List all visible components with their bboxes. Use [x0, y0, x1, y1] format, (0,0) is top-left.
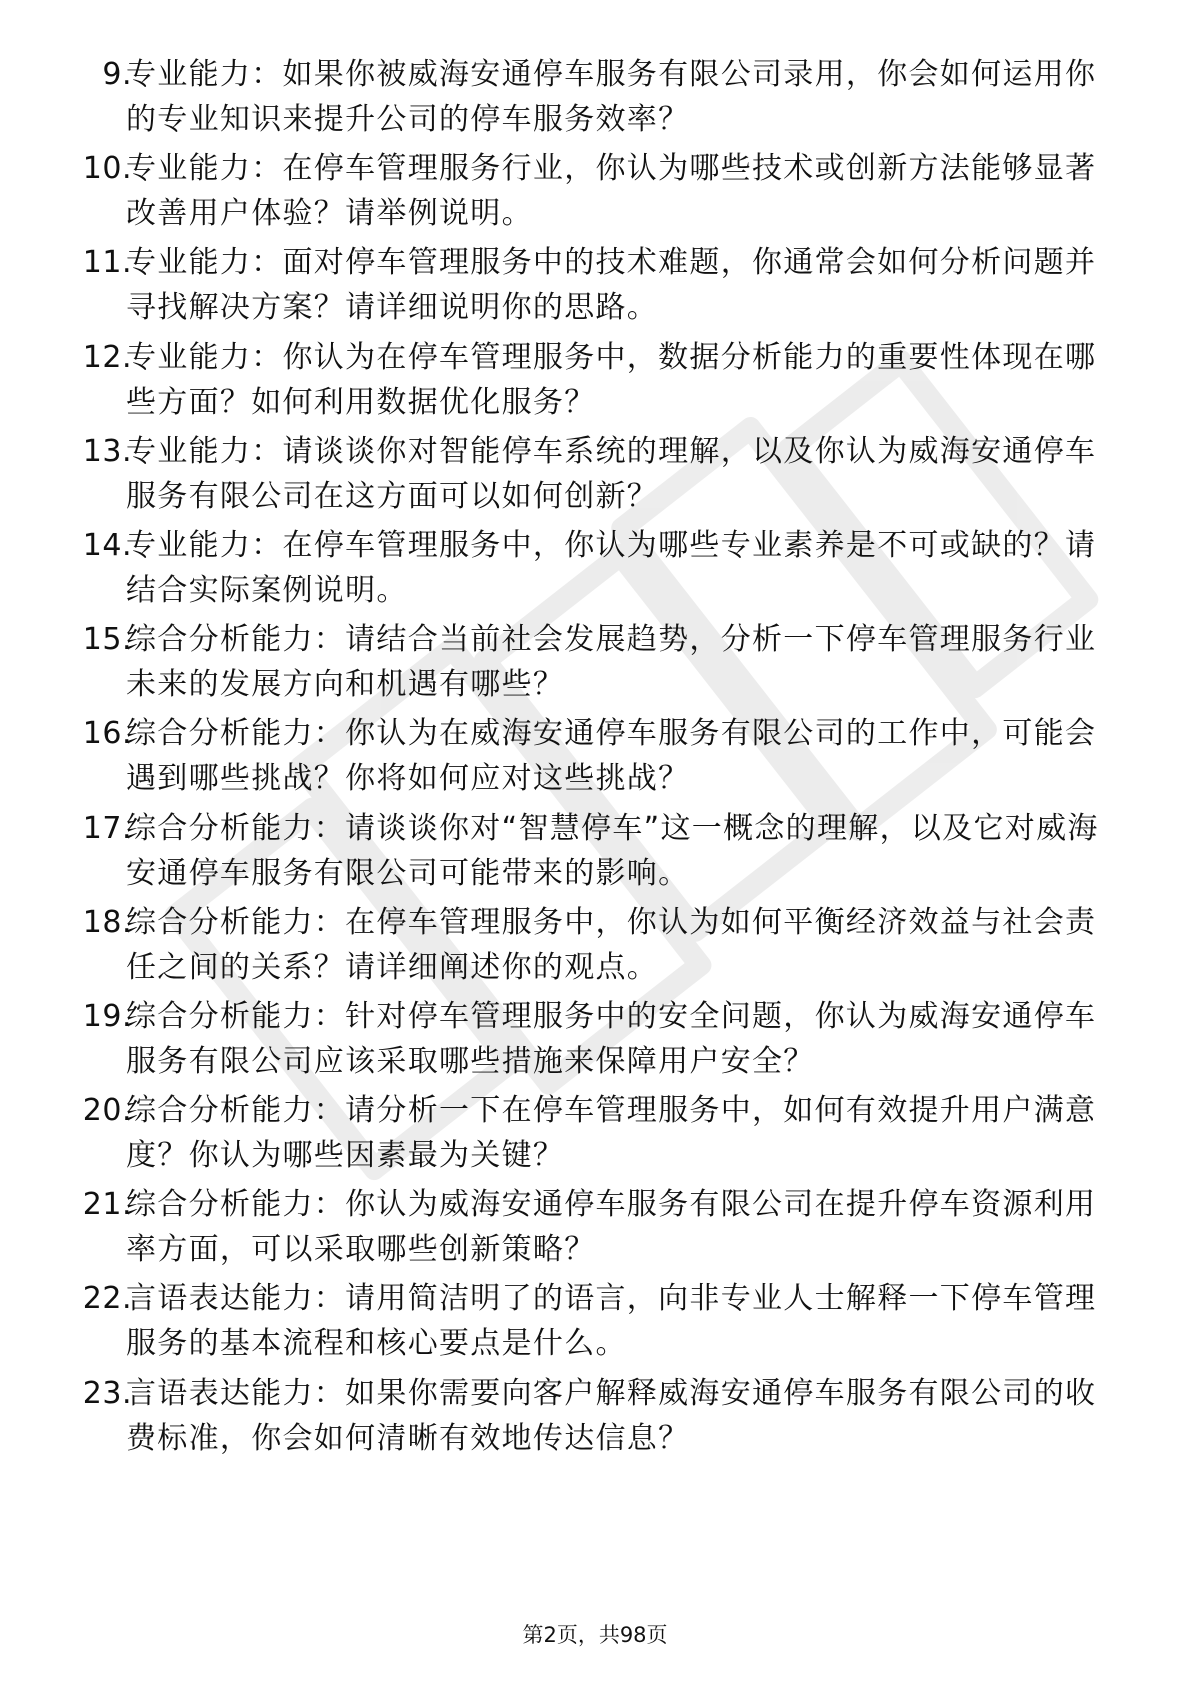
question-number: 15.: [82, 622, 132, 658]
question-text: 专业能力：请谈谈你对智能停车系统的理解，以及你认为威海安通停车服务有限公司在这方面可以如何创新？: [126, 433, 1097, 514]
question-number: 20.: [82, 1093, 132, 1129]
question-item: [0, 994, 1190, 1088]
question-number: 17.: [82, 810, 132, 846]
question-item: [0, 429, 1190, 523]
question-item: [0, 711, 1190, 805]
question-number: 21.: [82, 1187, 132, 1223]
question-item: [0, 523, 1190, 617]
question-text: 专业能力：在停车管理服务中，你认为哪些专业素养是不可或缺的？请结合实际案例说明。: [126, 527, 1097, 608]
question-number: 10.: [82, 151, 132, 187]
question-item: [0, 1182, 1190, 1276]
question-number: 12.: [82, 339, 132, 375]
question-text: 综合分析能力：在停车管理服务中，你认为如何平衡经济效益与社会责任之间的关系？请详细阐述你的观点。: [126, 904, 1097, 985]
question-text: 综合分析能力：请结合当前社会发展趋势，分析一下停车管理服务行业未来的发展方向和机遇有哪些？: [126, 622, 1097, 703]
question-item: [0, 617, 1190, 711]
question-number: 13.: [82, 433, 132, 469]
question-text: 专业能力：面对停车管理服务中的技术难题，你通常会如何分析问题并寻找解决方案？请详细说明你的思路。: [126, 245, 1097, 326]
question-number: 11.: [82, 245, 132, 281]
question-text: 专业能力：如果你被威海安通停车服务有限公司录用，你会如何运用你的专业知识来提升公司的停车服务效率？: [126, 57, 1097, 137]
question-text: 综合分析能力：你认为在威海安通停车服务有限公司的工作中，可能会遇到哪些挑战？你将如何应对这些挑战？: [126, 716, 1097, 797]
question-text: 综合分析能力：你认为威海安通停车服务有限公司在提升停车资源利用率方面，可以采取哪些创新策略？: [126, 1187, 1097, 1268]
question-item: [0, 1088, 1190, 1182]
question-number: 18.: [82, 904, 132, 940]
question-number: 16.: [82, 716, 132, 752]
question-item: [0, 335, 1190, 429]
question-text: 综合分析能力：请谈谈你对“智慧停车”这一概念的理解，以及它对威海安通停车服务有限公司可能带来的影响。: [126, 810, 1099, 891]
question-list: [0, 52, 1190, 1465]
question-text: 言语表达能力：请用简洁明了的语言，向非专业人士解释一下停车管理服务的基本流程和核心要点是什么。: [126, 1281, 1097, 1362]
question-number: 14.: [82, 527, 132, 563]
question-item: [0, 1276, 1190, 1370]
question-number: 23.: [82, 1375, 132, 1411]
question-item: [0, 52, 1190, 146]
question-item: [0, 240, 1190, 334]
question-item: [0, 806, 1190, 900]
question-text: 专业能力：在停车管理服务行业，你认为哪些技术或创新方法能够显著改善用户体验？请举例说明。: [126, 151, 1097, 232]
question-number: 22.: [82, 1281, 132, 1317]
question-text: 言语表达能力：如果你需要向客户解释威海安通停车服务有限公司的收费标准，你会如何清晰有效地传达信息？: [126, 1375, 1097, 1456]
question-item: [0, 1371, 1190, 1465]
question-text: 专业能力：你认为在停车管理服务中，数据分析能力的重要性体现在哪些方面？如何利用数据优化服务？: [126, 339, 1097, 420]
question-number: 19.: [82, 998, 132, 1034]
question-text: 综合分析能力：请分析一下在停车管理服务中，如何有效提升用户满意度？你认为哪些因素最为关键？: [126, 1093, 1097, 1174]
question-text: 综合分析能力：针对停车管理服务中的安全问题，你认为威海安通停车服务有限公司应该采取哪些措施来保障用户安全？: [126, 998, 1097, 1079]
page-number: 第2页，共98页: [522, 1623, 668, 1647]
question-item: [0, 900, 1190, 994]
question-item: [0, 146, 1190, 240]
question-number: 9.: [102, 57, 132, 92]
